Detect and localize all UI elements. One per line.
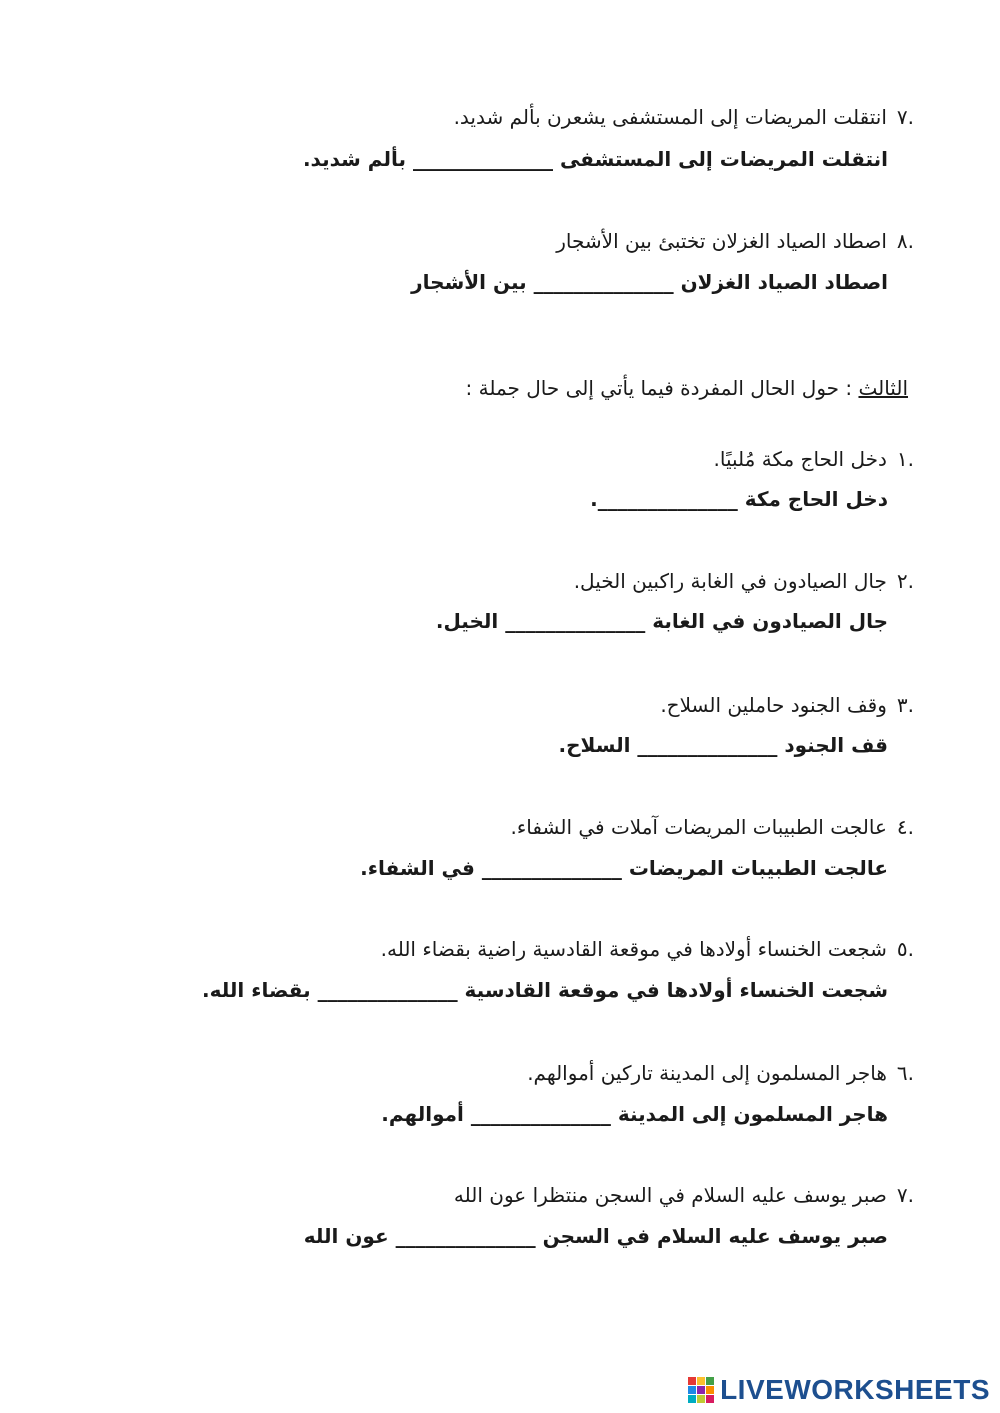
answer-blank-7[interactable]: ______________ [412, 147, 553, 171]
s3-answer-blank-1[interactable]: ______________ [597, 487, 738, 511]
s3-answer-7: صبر يوسف عليه السلام في السجن ______________ عون الله [48, 1221, 888, 1251]
s3-question-5: .٥شجعت الخنساء أولادها في موقعة القادسية راضية بقضاء الله. [380, 937, 914, 961]
brand-text: LIVEWORKSHEETS [720, 1374, 990, 1405]
s3-answer-4: عالجت الطبيبات المريضات ______________ في الشفاء. [48, 853, 888, 883]
s3-question-7: .٧صبر يوسف عليه السلام في السجن منتظرا عون الله [453, 1183, 914, 1207]
s3-answer-blank-7[interactable]: ______________ [395, 1224, 536, 1248]
answer-blank-8[interactable]: ______________ [533, 270, 674, 294]
s3-answer-2: جال الصيادون في الغابة ______________ الخيل. [48, 606, 888, 636]
question-7: .٧انتقلت المريضات إلى المستشفى يشعرن بألم شديد. [453, 105, 914, 129]
s3-question-4: .٤عالجت الطبيبات المريضات آملات في الشفاء. [510, 815, 914, 839]
s3-answer-6: هاجر المسلمون إلى المدينة ______________ أموالهم. [48, 1099, 888, 1129]
s3-question-6: .٦هاجر المسلمون إلى المدينة تاركين أموالهم. [527, 1061, 914, 1085]
s3-answer-1: دخل الحاج مكة ______________. [48, 484, 888, 514]
answer-7: انتقلت المريضات إلى المستشفى ______________ بألم شديد. [48, 144, 888, 174]
s3-answer-5: شجعت الخنساء أولادها في موقعة القادسية ______________ بقضاء الله. [48, 975, 888, 1005]
s3-answer-blank-5[interactable]: ______________ [317, 978, 458, 1002]
s3-answer-blank-2[interactable]: ______________ [505, 609, 646, 633]
s3-answer-blank-3[interactable]: ______________ [637, 733, 778, 757]
s3-question-2: .٢جال الصيادون في الغابة راكبين الخيل. [573, 569, 914, 593]
question-8: .٨اصطاد الصياد الغزلان تختبئ بين الأشجار [556, 229, 914, 253]
s3-answer-blank-4[interactable]: ______________ [481, 856, 622, 880]
logo-grid-icon [688, 1377, 714, 1403]
section-3-heading: الثالث : حول الحال المفردة فيما يأتي إلى حال جملة : [465, 376, 908, 400]
s3-answer-blank-6[interactable]: ______________ [470, 1102, 611, 1126]
s3-question-1: .١دخل الحاج مكة مُلبيًا. [713, 447, 914, 471]
answer-8: اصطاد الصياد الغزلان ______________ بين الأشجار [48, 267, 888, 297]
liveworksheets-logo[interactable] [688, 1375, 990, 1405]
s3-question-3: .٣وقف الجنود حاملين السلاح. [660, 693, 914, 717]
s3-answer-3: قف الجنود ______________ السلاح. [48, 730, 888, 760]
